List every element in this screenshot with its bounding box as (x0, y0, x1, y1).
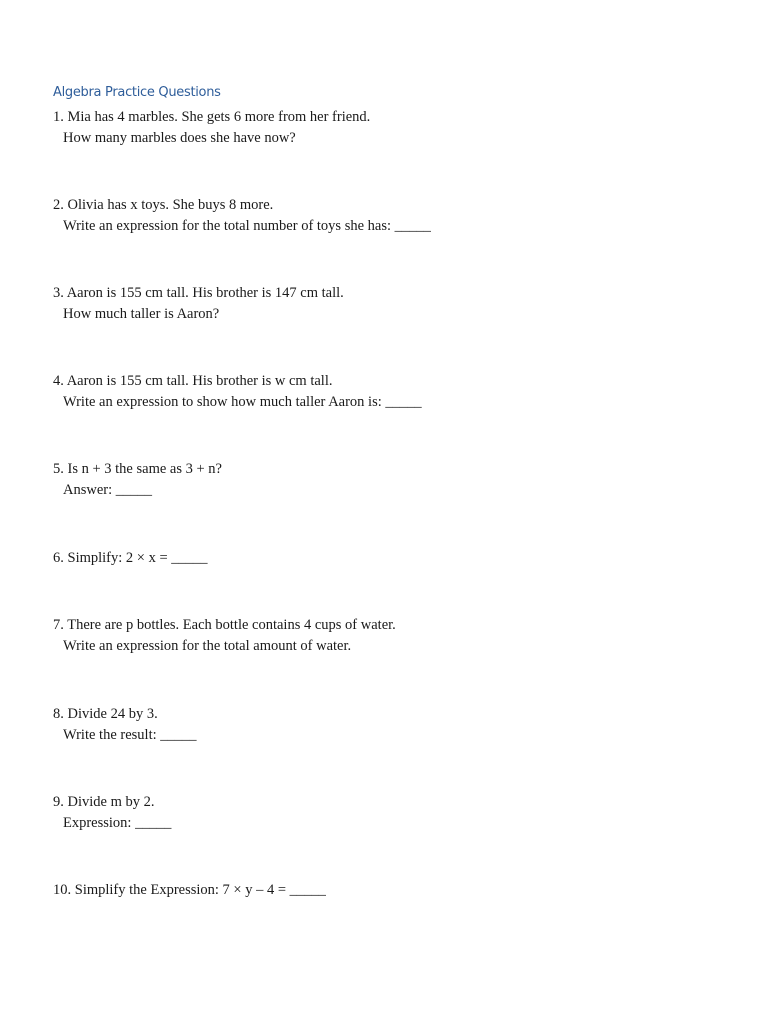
question-4 (53, 371, 422, 413)
question-text: 10. Simplify the Expression: 7 × y – 4 = _____ (53, 882, 326, 898)
question-text: 4. Aaron is 155 cm tall. His brother is w cm tall. (53, 373, 333, 389)
question-prompt: How much taller is Aaron? (63, 306, 220, 322)
question-9 (53, 792, 171, 834)
question-prompt: Expression: _____ (63, 815, 172, 831)
question-8 (53, 704, 197, 746)
question-prompt: Write an expression to show how much taller Aaron is: _____ (63, 394, 422, 410)
question-7 (53, 615, 396, 657)
page-title: Algebra Practice Questions (53, 85, 221, 100)
question-text: 9. Divide m by 2. (53, 794, 155, 810)
question-prompt: Write the result: _____ (63, 727, 197, 743)
question-text: 8. Divide 24 by 3. (53, 706, 158, 722)
question-prompt: Write an expression for the total number of toys she has: _____ (63, 218, 431, 234)
question-3 (53, 283, 344, 325)
question-text: 6. Simplify: 2 × x = _____ (53, 550, 208, 566)
question-text: 1. Mia has 4 marbles. She gets 6 more from her friend. (53, 109, 371, 125)
question-2 (53, 195, 431, 237)
question-text: 2. Olivia has x toys. She buys 8 more. (53, 197, 274, 213)
question-prompt: Write an expression for the total amount of water. (63, 638, 352, 654)
question-prompt: How many marbles does she have now? (63, 130, 296, 146)
question-6 (53, 548, 208, 569)
question-10 (53, 880, 326, 901)
question-prompt: Answer: _____ (63, 482, 153, 498)
question-5 (53, 459, 222, 501)
question-1 (53, 107, 370, 149)
question-text: 5. Is n + 3 the same as 3 + n? (53, 461, 222, 477)
question-text: 3. Aaron is 155 cm tall. His brother is 147 cm tall. (53, 285, 344, 301)
question-text: 7. There are p bottles. Each bottle contains 4 cups of water. (53, 617, 396, 633)
